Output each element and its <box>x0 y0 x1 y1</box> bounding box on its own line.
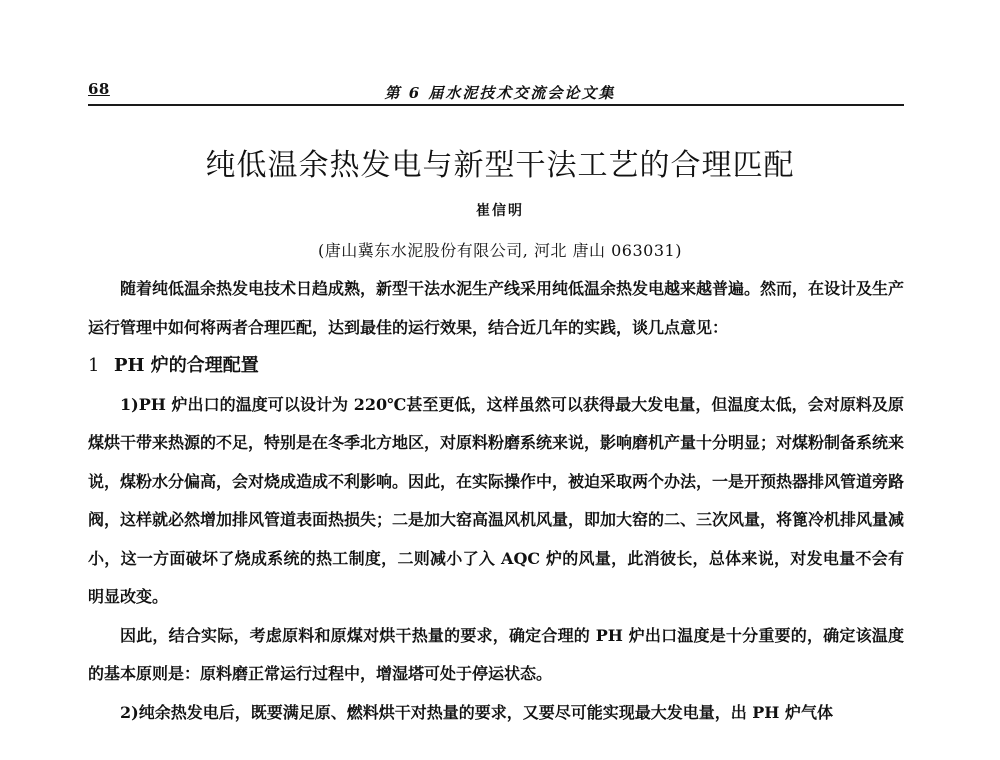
author: 崔信明 <box>476 203 524 219</box>
intro-paragraph: 随着纯低温余热发电技术日趋成熟，新型干法水泥生产线采用纯低温余热发电越来越普遍。然而，在设计及生产运行管理中如何将两者合理匹配，达到最佳的运行效果，结合近几年的实践，谈几点意见： <box>88 279 905 337</box>
header-rule <box>88 104 904 106</box>
running-header: 第 6 届水泥技术交流会论文集 <box>384 84 616 102</box>
body-text <box>88 270 904 732</box>
affiliation: (唐山冀东水泥股份有限公司, 河北 唐山 063031) <box>318 241 682 260</box>
paragraph: 1)PH 炉出口的温度可以设计为 220℃甚至更低，这样虽然可以获得最大发电量，但温度太低，会对原料及原煤烘干带来热源的不足，特别是在冬季北方地区，对原料粉磨系统来说，影响磨机产量十分明显；对煤粉制备系统来说，煤粉水分偏高，会对烧成造成不利影响。因此，在实际操作中，被迫采取两个办法，一是开预热器排风管道旁路阀，这样就必然增加排风管道表面热损失；二是加大窑高温风机风量，即加大窑的二、三次风量，将篦冷机排风量减小，这一方面破坏了烧成系统的热工制度，二则减小了入 AQC 炉的风量，此消彼长，总体来说，对发电量不会有明显改变。 <box>88 394 905 606</box>
page-number: 68 <box>88 80 110 98</box>
section-heading <box>88 347 904 386</box>
section-number: 1 <box>88 355 100 376</box>
paragraph: 因此，结合实际，考虑原料和原煤对烘干热量的要求，确定合理的 PH 炉出口温度是十分重要的，确定该温度的基本原则是：原料磨正常运行过程中，增湿塔可处于停运状态。 <box>88 625 904 683</box>
paper-title: 纯低温余热发电与新型干法工艺的合理匹配 <box>205 148 795 183</box>
section-title: PH 炉的合理配置 <box>114 355 259 376</box>
paragraph: 2)纯余热发电后，既要满足原、燃料烘干对热量的要求，又要尽可能实现最大发电量，出 PH 炉气体 <box>120 702 833 722</box>
